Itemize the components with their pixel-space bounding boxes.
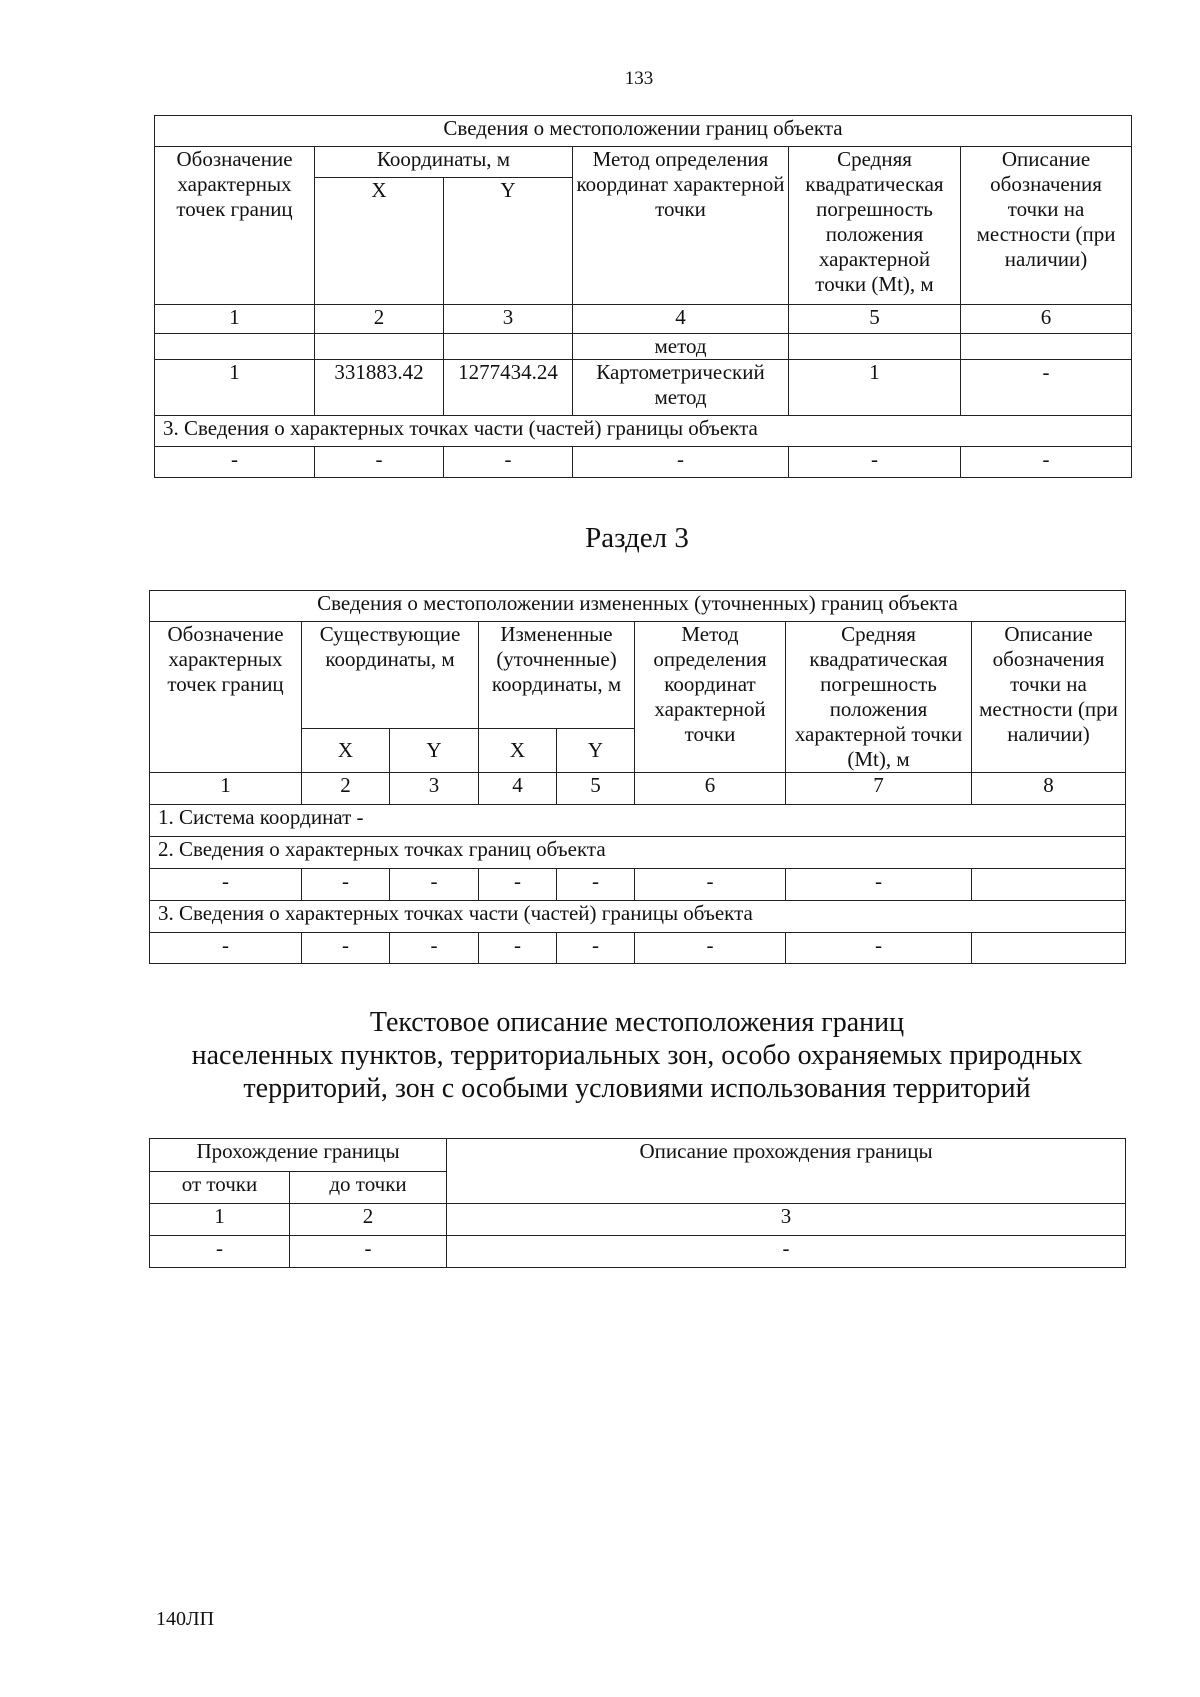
part-section-title: 3. Сведения о характерных точках части (частей) границы объекта <box>155 416 1132 447</box>
header-x: X <box>302 729 390 773</box>
header-passage-description: Описание прохождения границы <box>447 1139 1126 1204</box>
header-description: Описание обозначения точки на местности (при наличии) <box>961 147 1132 305</box>
column-number: 2 <box>315 305 444 334</box>
column-number: 1 <box>150 1204 290 1236</box>
table-cell: - <box>150 869 302 901</box>
table-cell: - <box>479 933 557 964</box>
header-description: Описание обозначения точки на местности (при наличии) <box>972 622 1126 773</box>
boundary-location-table <box>154 115 1132 478</box>
column-number: 5 <box>557 773 635 805</box>
column-number: 3 <box>390 773 479 805</box>
table-title: Сведения о местоположении границ объекта <box>155 116 1132 147</box>
table-cell: - <box>635 869 786 901</box>
coordinate-system-row: 1. Система координат - <box>150 805 1126 837</box>
column-number: 3 <box>447 1204 1126 1236</box>
table-cell <box>155 334 315 360</box>
header-method: Метод определения координат характерной точки <box>635 622 786 773</box>
table-cell: - <box>150 933 302 964</box>
column-number: 3 <box>444 305 573 334</box>
table-cell: - <box>635 933 786 964</box>
header-error: Средняя квадратическая погрешность положения характерной точки (Mt), м <box>789 147 961 305</box>
column-number: 5 <box>789 305 961 334</box>
table-cell: - <box>302 933 390 964</box>
table-title: Сведения о местоположении измененных (уточненных) границ объекта <box>150 591 1126 622</box>
column-number: 2 <box>290 1204 447 1236</box>
table-cell: - <box>479 869 557 901</box>
section-heading: Раздел 3 <box>585 522 689 554</box>
coordinate-y: 1277434.24 <box>444 360 573 416</box>
boundary-passage-table <box>149 1138 1126 1268</box>
header-y: Y <box>390 729 479 773</box>
header-designation: Обозначение характерных точек границ <box>155 147 315 305</box>
header-passage: Прохождение границы <box>150 1139 447 1172</box>
header-x: X <box>479 729 557 773</box>
header-to-point: до точки <box>290 1172 447 1204</box>
header-from-point: от точки <box>150 1172 290 1204</box>
changed-boundary-table <box>149 590 1126 964</box>
table-cell: - <box>390 933 479 964</box>
table-cell: - <box>390 869 479 901</box>
column-number: 6 <box>961 305 1132 334</box>
table-cell: - <box>789 447 961 478</box>
table-cell: - <box>290 1236 447 1268</box>
table-cell: - <box>557 933 635 964</box>
error-value: 1 <box>789 360 961 416</box>
table-cell: - <box>302 869 390 901</box>
table-cell: - <box>150 1236 290 1268</box>
table-cell: - <box>447 1236 1126 1268</box>
heading-line: Текстовое описание местоположения границ <box>369 1007 905 1038</box>
header-error: Средняя квадратическая погрешность положения характерной точки (Mt), м <box>786 622 972 773</box>
table-cell <box>972 933 1126 964</box>
column-number: 1 <box>155 305 315 334</box>
column-number: 4 <box>479 773 557 805</box>
table-cell <box>315 334 444 360</box>
table-cell: - <box>315 447 444 478</box>
table-cell: метод <box>573 334 789 360</box>
column-number: 6 <box>635 773 786 805</box>
header-coordinates: Координаты, м <box>315 147 573 178</box>
heading-line: территорий, зон с особыми условиями использования территорий <box>243 1073 1031 1104</box>
table-cell: - <box>961 447 1132 478</box>
column-number: 2 <box>302 773 390 805</box>
header-existing-coordinates: Существующие координаты, м <box>302 622 479 729</box>
method-value: Картометрический метод <box>573 360 789 416</box>
header-y: Y <box>444 178 573 305</box>
table-cell <box>972 869 1126 901</box>
point-number: 1 <box>155 360 315 416</box>
table-cell: - <box>557 869 635 901</box>
coordinate-x: 331883.42 <box>315 360 444 416</box>
column-number: 8 <box>972 773 1126 805</box>
table-cell <box>444 334 573 360</box>
table-cell <box>789 334 961 360</box>
page-number: 133 <box>624 68 654 89</box>
header-designation: Обозначение характерных точек границ <box>150 622 302 773</box>
footer-code: 140ЛП <box>156 1608 215 1630</box>
table-cell: - <box>573 447 789 478</box>
column-number: 1 <box>150 773 302 805</box>
text-description-heading <box>0 1006 1200 1105</box>
header-method: Метод определения координат характерной точки <box>573 147 789 305</box>
table-cell <box>961 334 1132 360</box>
part-section-title: 3. Сведения о характерных точках части (частей) границы объекта <box>150 901 1126 933</box>
table-cell: - <box>444 447 573 478</box>
column-number: 4 <box>573 305 789 334</box>
header-y: Y <box>557 729 635 773</box>
header-x: X <box>315 178 444 305</box>
table-cell: - <box>786 933 972 964</box>
description-value: - <box>961 360 1132 416</box>
heading-line: населенных пунктов, территориальных зон, особо охраняемых природных <box>191 1040 1083 1071</box>
table-cell: - <box>155 447 315 478</box>
table-cell: - <box>786 869 972 901</box>
header-changed-coordinates: Измененные (уточненные) координаты, м <box>479 622 635 729</box>
column-number: 7 <box>786 773 972 805</box>
points-section-title: 2. Сведения о характерных точках границ объекта <box>150 837 1126 869</box>
